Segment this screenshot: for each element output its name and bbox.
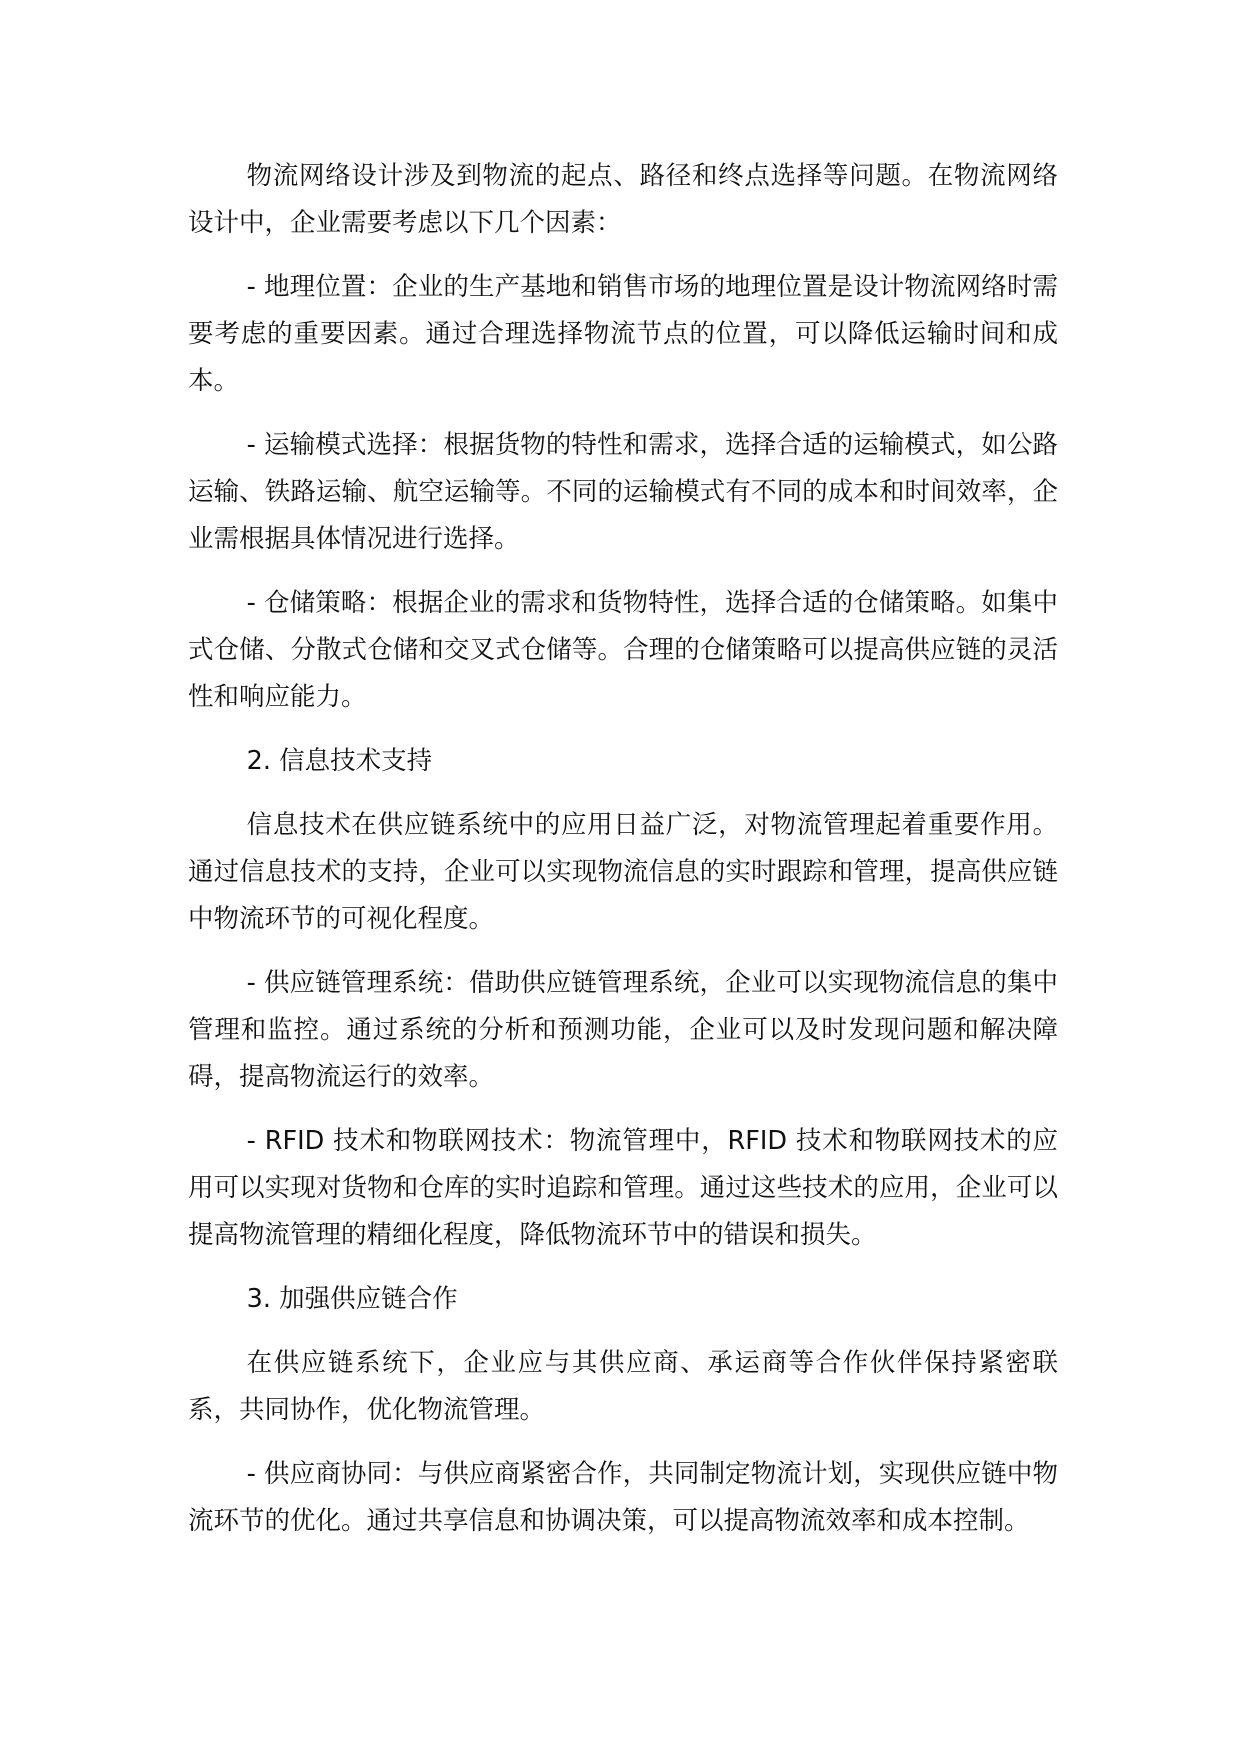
paragraph-transport-mode: - 运输模式选择：根据货物的特性和需求，选择合适的运输模式，如公路运输、铁路运输、航空运输等。不同的运输模式有不同的成本和时间效率，企业需根据具体情况进行选择。 xyxy=(188,430,1058,554)
paragraph-rfid-iot: - RFID 技术和物联网技术：物流管理中，RFID 技术和物联网技术的应用可以实现对货物和仓库的实时追踪和管理。通过这些技术的应用，企业可以提高物流管理的精细化程度，降低物流环节中的错误和损失。 xyxy=(188,1126,1058,1250)
section-heading-cooperation: 3. 加强供应链合作 xyxy=(246,1284,458,1314)
document-body xyxy=(188,153,1058,1562)
paragraph-it-support-intro: 信息技术在供应链系统中的应用日益广泛，对物流管理起着重要作用。通过信息技术的支持，企业可以实现物流信息的实时跟踪和管理，提高供应链中物流环节的可视化程度。 xyxy=(188,810,1058,934)
paragraph-supplier-collaboration: - 供应商协同：与供应商紧密合作，共同制定物流计划，实现供应链中物流环节的优化。通过共享信息和协调决策，可以提高物流效率和成本控制。 xyxy=(188,1459,1058,1536)
paragraph-warehousing-strategy: - 仓储策略：根据企业的需求和货物特性，选择合适的仓储策略。如集中式仓储、分散式仓储和交叉式仓储等。合理的仓储策略可以提高供应链的灵活性和响应能力。 xyxy=(188,588,1058,712)
paragraph-geographic-location: - 地理位置：企业的生产基地和销售市场的地理位置是设计物流网络时需要考虑的重要因素。通过合理选择物流节点的位置，可以降低运输时间和成本。 xyxy=(188,272,1058,396)
paragraph-network-design-intro: 物流网络设计涉及到物流的起点、路径和终点选择等问题。在物流网络设计中，企业需要考虑以下几个因素： xyxy=(188,161,1058,238)
paragraph-scm-system: - 供应链管理系统：借助供应链管理系统，企业可以实现物流信息的集中管理和监控。通过系统的分析和预测功能，企业可以及时发现问题和解决障碍，提高物流运行的效率。 xyxy=(188,968,1058,1092)
section-heading-it-support: 2. 信息技术支持 xyxy=(246,746,433,776)
paragraph-cooperation-intro: 在供应链系统下，企业应与其供应商、承运商等合作伙伴保持紧密联系，共同协作，优化物流管理。 xyxy=(188,1348,1058,1425)
